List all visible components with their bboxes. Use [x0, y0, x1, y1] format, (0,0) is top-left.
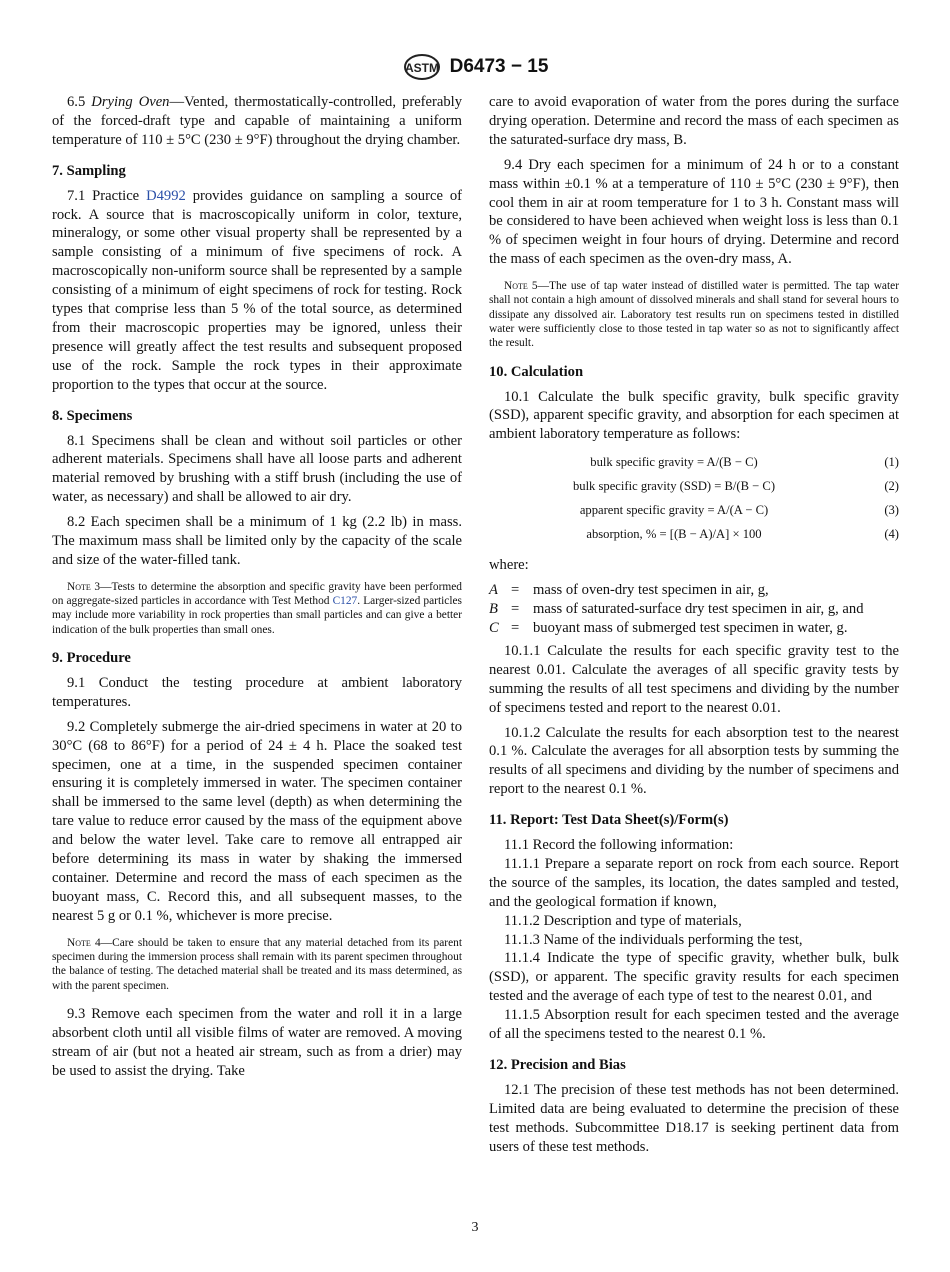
paragraph-9-3-continued: care to avoid evaporation of water from the pores during the surface drying operation. Determine and record the mass of each specimen as the saturated-surface dry mass, B.	[489, 94, 899, 148]
definition: B = mass of saturated-surface dry test specimen in air, g, and	[489, 601, 864, 618]
paragraph-7-1: 7.1 Practice D4992 provides guidance on sampling a source of rock. A source that is macroscopically uniform in color, texture, mineralogy, or some other visual property shall be represented by a sample consisting of a minimum of five specimens of rock. A macroscopically non-uniform source shall be represented by a sample consisting of a minimum of eight specimens of rock for testing. Rock types that comprise less than 5 % of the total source, as determined from their macroscopic properties may be ignored, unless their presence will greatly affect the test results and subsequent proposed use of the rock. Sample the rock types in their approximate proportion to the types that occur at the source.	[52, 187, 462, 393]
paragraph-10-1-2: 10.1.2 Calculate the results for each absorption test to the nearest 0.1 %. Calculate the averages for all absorption tests by summing the results of all specimens and dividing by the number of specimens and report to the nearest 0.1 %.	[489, 724, 899, 798]
equation: absorption, % = [(B − A)/A] × 100 (4)	[586, 527, 899, 542]
page-header	[0, 54, 950, 80]
heading-report: 11. Report: Test Data Sheet(s)/Form(s)	[489, 812, 729, 829]
where-label: where:	[489, 557, 529, 574]
paragraph-9-1: 9.1 Conduct the testing procedure at ambient laboratory temperatures.	[52, 674, 462, 710]
link-c127[interactable]: C127	[332, 595, 358, 608]
note-4: Note 4—Care should be taken to ensure that any material detached from its parent specimen during the immersion process shall remain with its parent specimen throughout the balance of testing. The detached material shall be treated and its mass determined, as with the parent specimen.	[52, 936, 462, 992]
paragraph-11-1-3: 11.1.3 Name of the individuals performing the test,	[504, 931, 803, 948]
equation: bulk specific gravity (SSD) = B/(B − C) (2)	[572, 479, 899, 494]
right-column	[489, 93, 899, 1163]
paragraph-9-4: 9.4 Dry each specimen for a minimum of 24 h or to a constant mass within ±0.1 % at a temperature of 110 ± 5°C (230 ± 9°F), then cool them in air at room temperature for 1 to 3 h. Constant mass will be considered to have been achieved when weight loss is less than 0.1 % of specimen weight in four hours of drying. Determine and record the mass of each specimen as the oven-dry mass, A.	[489, 156, 899, 268]
paragraph-11-1-1: 11.1.1 Prepare a separate report on rock from each source. Report the source of the samples, its location, the dates sampled and tested, and the geological formation if known,	[489, 855, 899, 910]
note-3: Note 3—Tests to determine the absorption and specific gravity have been performed on aggregate-sized particles in accordance with Test Method C127. Larger-sized particles may include more variability in rock properties than small particles and can give a better indication of the bulk properties than small ones.	[52, 580, 462, 636]
link-d4992[interactable]: D4992	[146, 187, 186, 204]
equations	[489, 450, 899, 546]
equation: apparent specific gravity = A/(A − C) (3)	[579, 503, 899, 518]
heading-calculation: 10. Calculation	[489, 363, 584, 380]
paragraph-11-1-5: 11.1.5 Absorption result for each specimen tested and the average of all the specimens tested to the nearest 0.1 %.	[489, 1007, 899, 1043]
svg-text:ASTM: ASTM	[404, 61, 439, 75]
paragraph-12-1: 12.1 The precision of these test methods has not been determined. Limited data are being evaluated to determine the precision of these test methods. Subcommittee D18.17 is seeking pertinent data from users of these test methods.	[489, 1081, 899, 1155]
paragraph-8-2: 8.2 Each specimen shall be a minimum of 1 kg (2.2 lb) in mass. The maximum mass shall be limited only by the capacity of the scale and size of the water-filled tank.	[52, 514, 462, 568]
document-code: D6473 − 15	[449, 56, 549, 77]
variable-definitions	[489, 581, 899, 638]
paragraph-10-1-1: 10.1.1 Calculate the results for each specific gravity test to the nearest 0.01. Calculate the averages of all specific gravity tests by summing the results of all test specimens and dividing by the number of specimens tested and report to the nearest 0.01.	[489, 642, 899, 716]
equation: bulk specific gravity = A/(B − C) (1)	[590, 455, 899, 470]
paragraph-11-1-2: 11.1.2 Description and type of materials,	[504, 912, 742, 929]
left-column	[52, 93, 462, 1087]
paragraph-11-1-4: 11.1.4 Indicate the type of specific gravity, whether bulk, bulk (SSD), or apparent. The specific gravity results for each specimen tested and the average of each type of test to the nearest 0.01, and	[489, 950, 899, 1005]
paragraph-9-2: 9.2 Completely submerge the air-dried specimens in water at 20 to 30°C (68 to 86°F) for a period of 24 ± 4 h. Place the soaked test specimen, one at a time, in the suspended specimen container ensuring it is completely immersed in water. The specimen container shall be immersed to the same level (depth) as when determining the tare value to reduce error caused by the mass of the equipment above and below the water level. Take care to remove all entrapped air before determining its mass in water by shaking the immersed container. Determine and record the mass of each specimen as the buoyant mass, C. Record this, and all subsequent masses, to the nearest 5 g or 0.1 %, whichever is more precise.	[52, 718, 462, 924]
heading-procedure: 9. Procedure	[52, 650, 131, 667]
paragraph-10-1: 10.1 Calculate the bulk specific gravity, bulk specific gravity (SSD), apparent specific gravity, and absorption for each specimen at ambient laboratory temperature as follows:	[489, 388, 899, 443]
note-5: Note 5—The use of tap water instead of distilled water is permitted. The tap water shall not contain a high amount of dissolved minerals and shall stand for several hours to dissipate any dissolved air. Laboratory test results run on specimens tested in distilled water were sufficiently close to those tested in tap water so as not to significantly affect the result.	[489, 280, 900, 350]
page-number: 3	[471, 1220, 479, 1235]
astm-logo-icon	[402, 54, 442, 80]
paragraph-9-3: 9.3 Remove each specimen from the water and roll it in a large absorbent cloth until all visible films of water are removed. A moving stream of air (but not a heated air stream, such as from a drier) may be used to assist the drying. Take	[52, 1005, 462, 1079]
heading-specimens: 8. Specimens	[52, 407, 133, 424]
definition: A = mass of oven-dry test specimen in air, g,	[489, 582, 769, 599]
paragraph-6-5: 6.5 Drying Oven—Vented, thermostatically-controlled, preferably of the forced-draft type and capable of maintaining a uniform temperature of 110 ± 5°C (230 ± 9°F) throughout the drying chamber.	[52, 94, 462, 148]
heading-precision-bias: 12. Precision and Bias	[489, 1057, 626, 1074]
definition: C = buoyant mass of submerged test specimen in water, g.	[489, 619, 848, 636]
paragraph-8-1: 8.1 Specimens shall be clean and without soil particles or other adherent materials. Specimens shall have all loose parts and adherent material removed by brushing with a stiff brush (including the use of water, as necessary) and shall be allowed to air dry.	[52, 432, 462, 506]
paragraph-11-1: 11.1 Record the following information:	[504, 837, 734, 854]
heading-sampling: 7. Sampling	[52, 162, 126, 179]
